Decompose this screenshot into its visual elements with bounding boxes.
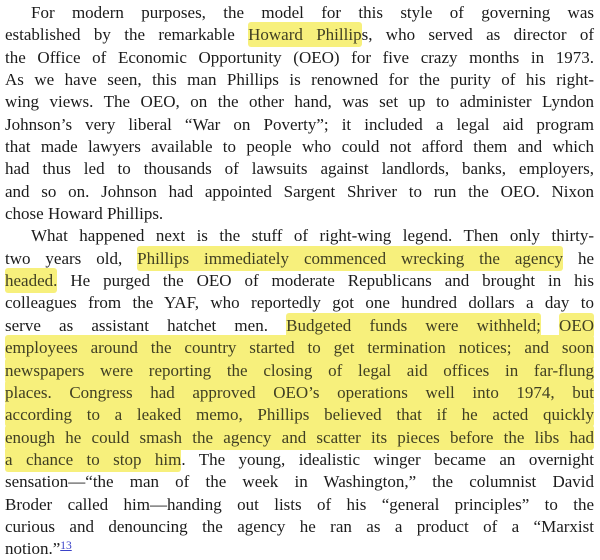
text-segment: and so on. Johnson had appointed Sargent Shriver to run the OEO. Nixon — [5, 181, 594, 201]
text-segment: As we have seen, this man Phillips is renowned for the purity of his right- — [5, 70, 594, 90]
text-segment: Johnson’s very liberal “War on Poverty”; it included a legal aid program — [5, 114, 594, 134]
text-line — [5, 315, 594, 337]
text-segment: For modern purposes, the model for this style of governing was — [31, 3, 594, 22]
text-segment: What happened next is the stuff of right-wing legend. Then only thirty- — [31, 226, 594, 246]
text-segment: He purged the OEO of moderate Republicans and brought in his — [57, 271, 594, 291]
text-line — [5, 337, 594, 359]
text-line — [5, 114, 594, 136]
text-line — [5, 24, 594, 46]
highlight[interactable]: newspapers were reporting the closing of legal aid offices in far-flung — [5, 358, 594, 383]
text-segment: had thus led to thousands of lawsuits against landlords, banks, employers, — [5, 159, 594, 179]
text-line — [5, 382, 594, 404]
text-segment: wing views. The OEO, on the other hand, was set up to administer Lyndon — [5, 92, 594, 112]
text-segment — [541, 316, 559, 335]
text-line — [5, 404, 594, 426]
text-line — [5, 203, 594, 225]
text-segment: he — [563, 248, 595, 268]
text-line — [5, 136, 594, 158]
text-segment: s, who served as director of — [361, 25, 594, 45]
text-line — [5, 181, 594, 203]
text-line — [5, 449, 594, 471]
highlight[interactable]: a chance to stop him — [5, 447, 181, 472]
text-segment: . The young, idealistic winger became an overnight — [181, 449, 594, 469]
text-segment: notion.” — [5, 539, 61, 559]
text-line — [5, 69, 594, 91]
footnote-link-13[interactable]: 13 — [60, 540, 72, 553]
highlight[interactable]: Budgeted funds were withheld; — [286, 313, 541, 338]
text-line — [5, 270, 594, 292]
text-line — [5, 516, 594, 538]
text-segment: that made lawyers available to people who could not afford them and which — [5, 137, 594, 157]
highlight[interactable]: employees around the country started to get termination notices; and soon — [5, 335, 594, 360]
text-line — [5, 91, 594, 113]
text-segment: established by the remarkable — [5, 25, 249, 45]
text-line — [5, 248, 594, 270]
text-line — [5, 427, 594, 449]
text-segment: Broder called him—handing out lists of his “general principles” to the — [5, 494, 594, 514]
text-line — [5, 292, 594, 314]
highlight[interactable]: headed. — [5, 268, 57, 293]
text-segment: two years old, — [5, 248, 138, 268]
text-segment: chose Howard Phillips. — [5, 204, 164, 224]
highlight[interactable]: enough he could smash the agency and scatter its pieces before the libs had — [5, 425, 594, 450]
text-segment: sensation—“the man of the week in Washington,” the columnist David — [5, 472, 594, 492]
text-segment: colleagues from the YAF, who reportedly got one hundred dollars a day to — [5, 293, 594, 313]
text-line — [5, 538, 594, 560]
text-line — [5, 471, 594, 493]
highlight[interactable]: OEO — [559, 313, 594, 338]
highlight[interactable]: places. Congress had approved OEO’s operations well into 1974, but — [5, 380, 594, 405]
text-line — [5, 2, 594, 24]
text-segment: the Office of Economic Opportunity (OEO) for five crazy months in 1973. — [5, 47, 594, 67]
highlight[interactable]: Howard Phillip — [248, 22, 361, 47]
text-line — [5, 494, 594, 516]
text-line — [5, 47, 594, 69]
highlight[interactable]: Phillips immediately commenced wrecking the agency — [137, 246, 563, 271]
text-segment: curious and denouncing the agency he ran as a product of a “Marxist — [5, 516, 594, 536]
text-line — [5, 158, 594, 180]
highlight[interactable]: according to a leaked memo, Phillips believed that if he acted quickly — [5, 402, 594, 427]
text-line — [5, 225, 594, 247]
text-segment: serve as assistant hatchet men. — [5, 315, 287, 335]
text-line — [5, 360, 594, 382]
